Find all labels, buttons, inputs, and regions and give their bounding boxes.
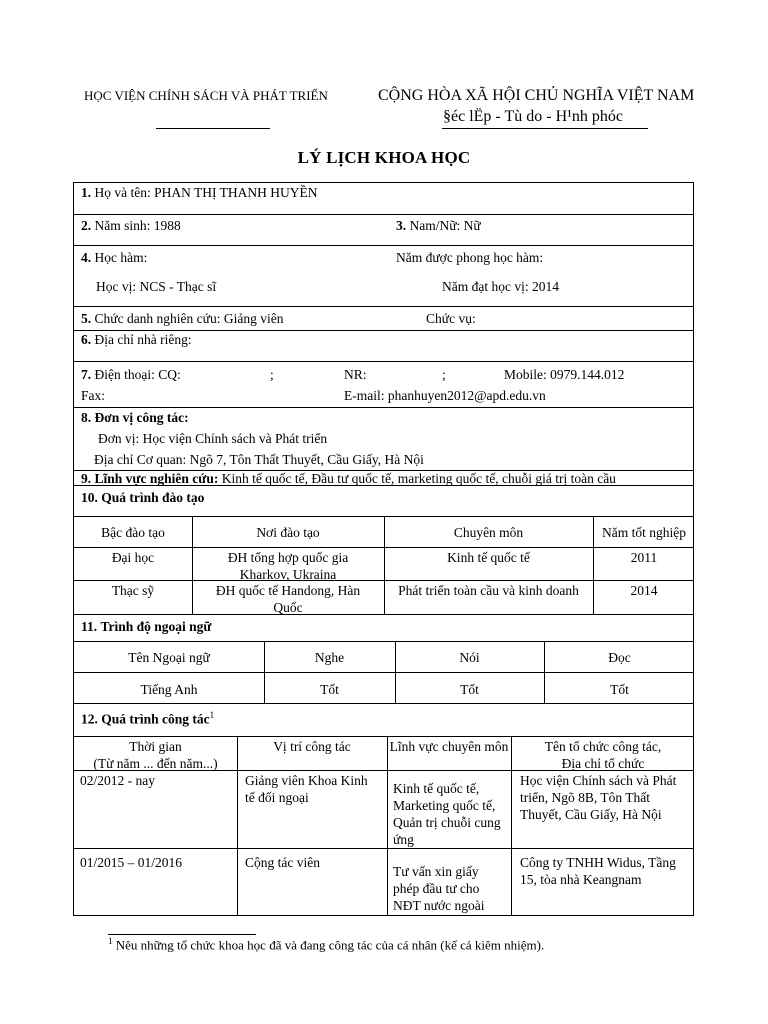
row-divider [74, 330, 693, 331]
work-header-time [74, 738, 237, 772]
section-number: 2. [81, 218, 92, 233]
language-header-reading: Đọc [608, 650, 631, 665]
birth-year-value: 1988 [153, 218, 181, 233]
rank-year-label: Năm được phong học hàm: [396, 250, 544, 265]
office-address-value: Ngõ 7, Tôn Thất Thuyết, Cầu Giấy, Hà Nội [189, 452, 424, 467]
education-cell: Thạc sỹ [111, 583, 155, 598]
footnote [108, 936, 544, 953]
birth-year-row [81, 218, 181, 234]
row-divider [74, 848, 693, 849]
national-motto: §éc lËp - Tù do - H¹nh phóc [443, 108, 624, 125]
work-cell: Học viện Chính sách và Phát triển, Ngõ 8B, Tôn Thất Thuyết, Cầu Giấy, Hà Nội [520, 773, 677, 822]
footnote-text: Nêu những tổ chức khoa học đã và đang công tác của cá nhân (kể cả kiêm nhiệm). [115, 937, 545, 953]
education-header-major: Chuyên môn [453, 525, 524, 540]
full-name-value: PHAN THỊ THANH HUYỀN [154, 185, 318, 200]
research-title-row [81, 311, 283, 327]
degree-label: Học vị: [96, 279, 137, 294]
email-value: phanhuyen2012@apd.edu.vn [387, 388, 546, 403]
section-number: 8. [81, 410, 92, 425]
gender-label: Nam/Nữ: [409, 218, 461, 233]
row-divider [74, 672, 693, 673]
unit-label: Đơn vị: [98, 431, 140, 446]
row-divider [74, 245, 693, 246]
degree-row [96, 279, 216, 295]
email-row [344, 388, 546, 404]
work-history-heading [81, 707, 214, 728]
section-number: 12. [81, 711, 98, 727]
section-number: 11. [81, 619, 98, 634]
language-cell: Tốt [610, 682, 629, 697]
language-label: Trình độ ngoại ngữ [100, 619, 212, 634]
row-divider [74, 614, 693, 615]
position-label: Chức vụ: [426, 311, 476, 326]
separator: ; [270, 367, 274, 382]
work-header-time-line2: (Từ năm ... đến năm...) [93, 756, 218, 771]
language-heading [81, 619, 212, 635]
education-cell: ĐH quốc tế Handong, Hàn Quốc [215, 583, 361, 615]
cv-form [73, 182, 694, 916]
language-header-listening: Nghe [314, 650, 345, 665]
education-label: Quá trình đào tạo [101, 490, 205, 505]
footnote-number: 1 [108, 936, 113, 946]
section-number: 7. [81, 367, 92, 382]
unit-row [98, 431, 327, 447]
education-cell: 2011 [630, 550, 658, 565]
section-number: 10. [81, 490, 98, 505]
academic-rank-row [81, 250, 147, 266]
degree-year-value: 2014 [531, 279, 559, 294]
language-cell: Tốt [460, 682, 479, 697]
email-label: E-mail: [344, 388, 385, 403]
work-cell: 01/2015 – 01/2016 [80, 855, 183, 870]
work-cell: Cộng tác viên [245, 855, 320, 870]
col-divider [237, 736, 238, 916]
work-header-org-line1: Tên tổ chức công tác, [544, 739, 662, 754]
institution-name: HỌC VIỆN CHÍNH SÁCH VÀ PHÁT TRIỂN [84, 88, 328, 103]
row-divider [74, 361, 693, 362]
work-header-time-line1: Thời gian [129, 739, 182, 754]
language-cell: Tiếng Anh [140, 682, 198, 697]
unit-value: Học viện Chính sách và Phát triển [142, 431, 328, 446]
work-header-position: Vị trí công tác [273, 739, 351, 754]
education-cell: Kinh tế quốc tế [447, 550, 530, 565]
separator: ; [442, 367, 446, 382]
section-number: 1. [81, 185, 92, 200]
degree-year-row [442, 279, 559, 295]
language-header-speaking: Nói [459, 650, 480, 665]
education-header-year: Năm tốt nghiệp [602, 525, 686, 540]
row-divider [74, 407, 693, 408]
language-cell: Tốt [320, 682, 339, 697]
work-cell: Giảng viên Khoa Kinh tế đối ngoại [245, 773, 368, 805]
section-number: 3. [396, 218, 407, 233]
work-header-field: Lĩnh vực chuyên môn [389, 739, 509, 754]
degree-value: NCS - Thạc sĩ [139, 279, 217, 294]
footnote-separator [108, 934, 256, 935]
research-field-label: Lĩnh vực nghiên cứu: [94, 471, 219, 486]
education-cell: ĐH tổng hợp quốc gia Kharkov, Ukraina [227, 550, 349, 582]
birth-year-label: Năm sinh: [94, 218, 151, 233]
fax-label: Fax: [81, 388, 106, 403]
motto-underline [442, 128, 648, 129]
workplace-heading [81, 410, 189, 426]
republic-heading: CỘNG HÒA XÃ HỘI CHỦ NGHĨA VIỆT NAM [378, 87, 695, 104]
research-title-label: Chức danh nghiên cứu: [94, 311, 221, 326]
phone-row [81, 367, 181, 383]
full-name-row [81, 185, 318, 201]
work-cell: 02/2012 - nay [80, 773, 155, 788]
row-divider [74, 736, 693, 737]
section-number: 9. [81, 471, 92, 486]
work-cell: Công ty TNHH Widus, Tầng 15, tòa nhà Keangnam [520, 855, 676, 887]
work-history-label: Quá trình công tác [101, 711, 210, 727]
research-field-value: Kinh tế quốc tế, Đầu tư quốc tế, marketing quốc tế, chuỗi giá trị toàn cầu [221, 471, 616, 486]
education-heading [81, 490, 204, 506]
research-title-value: Giảng viên [223, 311, 284, 326]
home-address-row [81, 332, 192, 348]
document-title: LÝ LỊCH KHOA HỌC [297, 148, 471, 167]
research-field-row [81, 471, 616, 487]
work-cell: Tư vấn xin giấy phép đầu tư cho NĐT nước ngoài [393, 864, 485, 913]
academic-rank-label: Học hàm: [94, 250, 148, 265]
col-divider [387, 736, 388, 916]
education-cell: Phát triển toàn cầu và kinh doanh [398, 583, 579, 598]
office-address-label: Địa chỉ Cơ quan: [94, 452, 187, 467]
mobile-row [504, 367, 624, 383]
full-name-label: Họ và tên: [94, 185, 151, 200]
row-divider [74, 306, 693, 307]
gender-row [396, 218, 481, 234]
education-header-place: Nơi đào tạo [256, 525, 320, 540]
language-header-name: Tên Ngoại ngữ [128, 650, 210, 665]
section-number: 4. [81, 250, 92, 265]
home-phone-label: NR: [344, 367, 367, 382]
institution-underline [156, 128, 270, 129]
row-divider [74, 641, 693, 642]
education-cell: Đại học [111, 550, 155, 565]
education-header-level: Bậc đào tạo [101, 525, 165, 540]
row-divider [74, 214, 693, 215]
footnote-mark: 1 [209, 710, 215, 720]
row-divider [74, 703, 693, 704]
mobile-label: Mobile: [504, 367, 547, 382]
office-address-row [94, 452, 424, 468]
home-address-label: Địa chỉ nhà riêng: [94, 332, 192, 347]
workplace-label: Đơn vị công tác: [94, 410, 189, 425]
section-number: 6. [81, 332, 92, 347]
office-phone-label: Điện thoại: CQ: [94, 367, 181, 382]
mobile-value: 0979.144.012 [550, 367, 625, 382]
education-cell: 2014 [630, 583, 658, 598]
work-header-organization [511, 738, 695, 772]
work-header-org-line2: Địa chỉ tổ chức [561, 756, 645, 771]
work-cell: Kinh tế quốc tế, Marketing quốc tế, Quản trị chuỗi cung ứng [393, 781, 501, 847]
degree-year-label: Năm đạt học vị: [442, 279, 529, 294]
gender-value: Nữ [463, 218, 481, 233]
section-number: 5. [81, 311, 92, 326]
